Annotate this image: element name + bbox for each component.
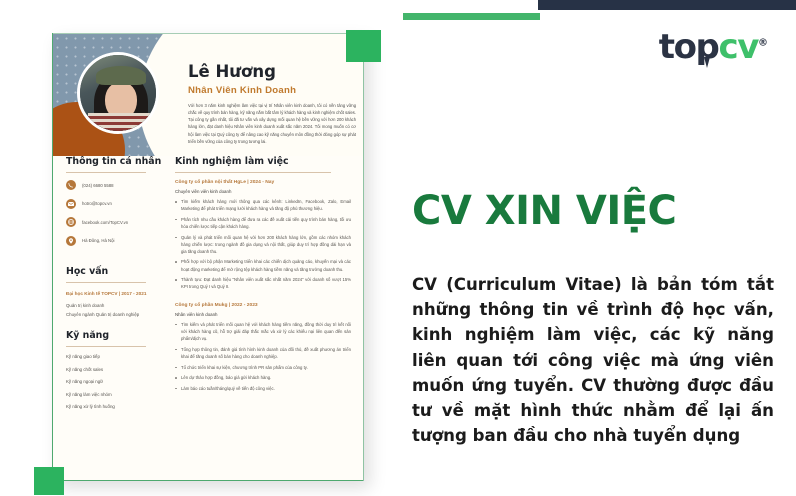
experience-bullet: Phối hợp với bộ phận Marketing triển khai các chiến dịch quảng cáo, khuyến mại và các hoạt động marketing để mở rộng tệp khách hàng tiềm năng và tăng trưởng doanh thu. <box>175 258 351 272</box>
cv-candidate-name: Lê Hương <box>188 62 276 81</box>
cv-border-bottom <box>52 480 364 481</box>
top-green-bar <box>403 13 540 20</box>
cv-right-column <box>175 156 351 395</box>
experience-position: Nhân viên kinh doanh <box>175 311 218 317</box>
experience-position: Chuyên viên viên kinh doanh <box>175 189 232 194</box>
spacer <box>66 254 166 266</box>
cv-section-rule <box>66 346 146 347</box>
skill-item: Kỹ năng ngoại ngữ <box>66 379 104 385</box>
cv-accent-square-bottom-left <box>34 467 64 495</box>
top-navy-bar <box>538 0 796 10</box>
experience-bullet: Tìm kiếm khách hàng mới thông qua các kênh: LinkedIn, Facebook, Zalo, Email Marketing để phát triển mạng lưới khách hàng và tăng độ phủ thương hiệu. <box>175 198 351 212</box>
contact-value: hotro@topcv.vn <box>82 201 112 206</box>
education-specialty: Chuyên ngành Quản trị doanh nghiệp <box>66 311 140 317</box>
contact-row[interactable] <box>66 217 166 227</box>
experience-entry <box>175 303 351 392</box>
logo-tie-icon <box>704 57 710 68</box>
cv-document-preview[interactable] <box>52 33 364 481</box>
spacer <box>66 318 166 330</box>
contact-row[interactable] <box>66 199 166 209</box>
cv-section-title-contact: Thông tin cá nhân <box>66 156 162 167</box>
cv-section-rule <box>66 172 146 173</box>
logo-cv-text: cv <box>718 27 758 67</box>
cv-section-title-experience: Kinh nghiệm làm việc <box>175 156 289 167</box>
cv-section-title-skills: Kỹ năng <box>66 330 110 342</box>
cv-summary-text: Với hơn 3 năm kinh nghiệm làm việc tại vị trí Nhân viên kinh doanh, tôi có nền tảng vững chắc về quy trình bán hàng, kỹ năng nắm bắt tâm lý khách hàng và kinh nghiệm chốt sales. Tại công ty gần nhất, tôi đã tư vấn và xây dựng mối quan hệ bền vững với hơn 200 khách hàng lớn, đạt danh hiệu Nhân viên kinh doanh xuất sắc năm 2024. Tôi mong muốn có cơ hội làm việc tại Quý công ty để nâng cao kỹ năng chuyên môn đồng thời đóng góp sự phát triển bền vững của công ty trong tương lai. <box>188 103 356 144</box>
skill-item: Kỹ năng chốt sales <box>66 366 104 372</box>
experience-entry <box>175 180 351 290</box>
experience-bullet: Thành tựu: Đạt danh hiệu "Nhân viên xuất sắc nhất năm 2024" với doanh số vượt 15% KPI trong Quý I và Quý II. <box>175 276 351 290</box>
description-paragraph: CV (Curriculum Vitae) là bản tóm tắt những thông tin về trình độ học vấn, kinh nghiệm làm việc, các kỹ năng liên quan tới công việc mà ứng viên muốn ứng tuyển. CV thường được đầu tư về mặt hình thức nhằm để lại ấn tượng ban đầu cho nhà tuyển dụng <box>412 275 774 446</box>
page-title: CV XIN VIỆC <box>412 188 677 234</box>
cv-candidate-role: Nhân Viên Kinh Doanh <box>188 85 297 96</box>
globe-icon <box>66 217 76 227</box>
contact-row[interactable] <box>66 236 166 246</box>
experience-bullet: Tổng hợp thông tin, đánh giá tình hình kinh doanh của đối thủ, đề xuất phương án triển khai để tăng doanh số bán hàng cho doanh nghiệp. <box>175 346 351 360</box>
phone-icon <box>66 180 76 190</box>
avatar-hat <box>96 66 146 85</box>
experience-bullet: Lên dự thảo hợp đồng, báo giá gửi khách hàng. <box>175 374 351 381</box>
cv-border-right <box>363 33 364 481</box>
spacer <box>175 294 351 303</box>
education-major: Quản trị kinh doanh <box>66 302 105 308</box>
right-content-pane <box>412 190 774 449</box>
logo-registered-mark: ® <box>758 37 768 49</box>
avatar-clothing <box>88 113 154 131</box>
location-icon <box>66 236 76 246</box>
skill-item: Kỹ năng giao tiếp <box>66 354 100 360</box>
contact-value: (024) 6680 5588 <box>82 182 114 188</box>
experience-bullet: Tìm kiếm và phát triển mối quan hệ với khách hàng tiềm năng, đồng thời duy trì kết nối với khách hàng cũ, hỗ trợ giải đáp thắc mắc và xử lý các khiếu nại liên quan đến sản phẩm/dịch vụ. <box>175 321 351 342</box>
cv-left-column <box>66 156 166 417</box>
cv-section-rule <box>66 282 146 283</box>
experience-company: Công ty cổ phần nội thất HgLe | 2024 - Nay <box>175 180 275 185</box>
experience-bullet: Tổ chức triển khai sự kiện, chương trình PR sản phẩm của công ty. <box>175 364 351 371</box>
cv-header-band <box>53 34 363 156</box>
topcv-logo[interactable] <box>658 27 768 67</box>
contact-row[interactable] <box>66 180 166 190</box>
experience-company: Công ty cổ phần Mukg | 2022 - 2023 <box>175 302 258 308</box>
contact-value: Hà Đông, Hà Nội <box>82 238 115 243</box>
cv-accent-square-top-right <box>346 30 381 62</box>
experience-bullet: Làm báo cáo tuần/tháng/quý về tiến độ công việc. <box>175 385 351 392</box>
cv-section-title-education: Học vấn <box>66 266 109 277</box>
experience-bullet: Quản lý và phát triển mối quan hệ với hơn 200 khách hàng lớn, gồm các nhóm khách hàng chiến lược: trong ngành đồ gia dụng và nội thất, giúp duy trì hợp đồng dài hạn và gia tăng doanh thu. <box>175 234 351 255</box>
contact-value: facebook.com/TopCV.vn <box>82 219 129 225</box>
education-school: Đại học Kinh tế TOPCV | 2017 - 2021 <box>66 291 147 296</box>
email-icon <box>66 199 76 209</box>
cv-section-rule <box>175 172 331 173</box>
avatar <box>77 52 159 134</box>
skill-item: Kỹ năng làm việc nhóm <box>66 391 112 397</box>
cv-body <box>53 156 363 480</box>
logo-top-text: top <box>658 27 719 67</box>
skill-item: Kỹ năng xử lý tình huống <box>66 404 115 410</box>
experience-bullet: Phân tích nhu cầu khách hàng để đưa ra các đề xuất cải tiến quy trình bán hàng, tối ưu hóa chiến lược tiếp cận khách hàng. <box>175 216 351 230</box>
